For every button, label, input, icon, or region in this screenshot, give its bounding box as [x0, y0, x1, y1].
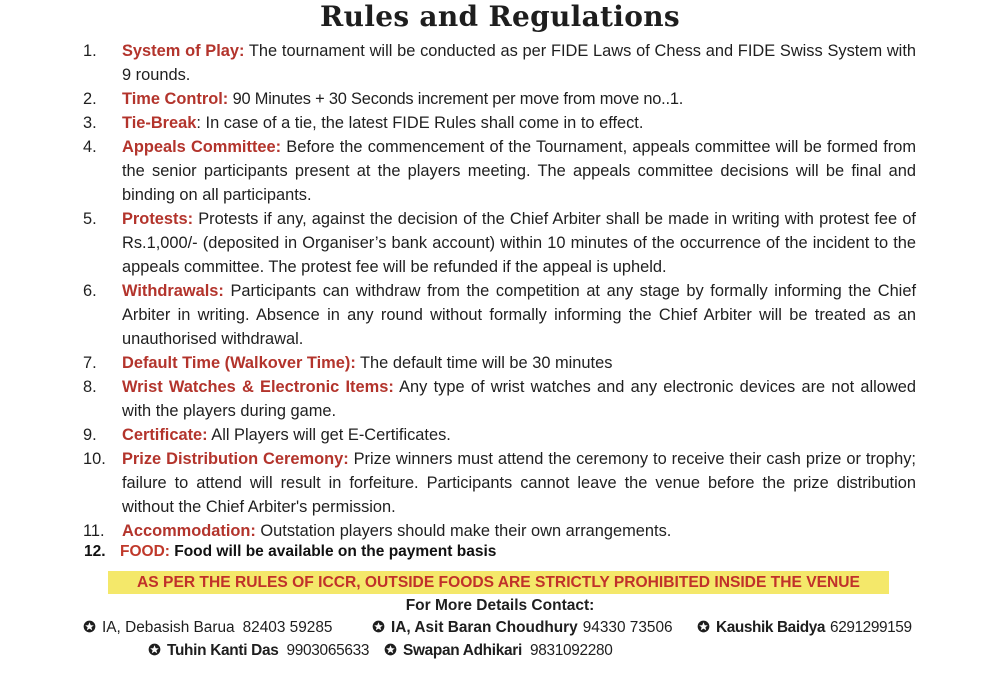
rule-text: : In case of a tie, the latest FIDE Rules shall come in to effect. — [196, 114, 644, 132]
rule-heading: Wrist Watches & Electronic Items: — [122, 378, 394, 396]
rule-number: 8. — [83, 378, 97, 396]
rule-item — [0, 423, 1000, 447]
rule-item — [0, 207, 1000, 279]
star-circle-icon — [697, 620, 710, 633]
star-circle-icon — [83, 620, 96, 633]
rule-heading: Prize Distribution Ceremony: — [122, 450, 349, 468]
contact-item — [384, 640, 613, 662]
contact-name: Kaushik Baidya — [716, 619, 826, 636]
star-circle-icon — [148, 643, 161, 656]
rule-heading: Time Control: — [122, 90, 229, 108]
contact-phone: 82403 59285 — [242, 619, 333, 636]
contact-phone: 6291299159 — [830, 619, 912, 636]
rule-text: The default time will be 30 minutes — [355, 354, 613, 372]
rule-item — [0, 447, 1000, 519]
rule-item — [0, 135, 1000, 207]
contact-name: IA, Debasish Barua — [102, 619, 235, 636]
rule-number: 12. — [84, 543, 106, 560]
contact-phone: 9831092280 — [529, 642, 613, 659]
rule-number: 6. — [83, 282, 97, 300]
rule-text: Protests if any, against the decision of the Chief Arbiter shall be made in writing with protest fee of Rs.1,000/- (deposited in Organiser’s bank account) within 10 minutes of the occurrence of the incident to the appeals committee. The protest fee will be refunded if the appeal is upheld. — [122, 210, 916, 276]
rule-item — [0, 279, 1000, 351]
rule-number: 9. — [83, 426, 97, 444]
contact-item — [83, 617, 332, 639]
rule-number: 4. — [83, 138, 97, 156]
contact-name: IA, Asit Baran Choudhury — [391, 619, 578, 636]
rule-number: 1. — [83, 42, 97, 60]
rule-item — [0, 39, 1000, 87]
rule-heading: System of Play: — [122, 42, 245, 60]
contact-name: Tuhin Kanti Das — [167, 642, 279, 659]
rule-text: Any type of wrist watches and any electronic devices are not allowed with the players during game. — [122, 378, 916, 420]
rule-item — [0, 111, 1000, 135]
rule-number: 7. — [83, 354, 97, 372]
rule-item — [0, 351, 1000, 375]
page-title: Rules and Regulations — [320, 0, 680, 33]
rule-item — [0, 87, 1000, 111]
rule-text: Food will be available on the payment basis — [169, 543, 497, 560]
rule-heading: Appeals Committee: — [122, 138, 282, 156]
notice-banner: AS PER THE RULES OF ICCR, OUTSIDE FOODS ARE STRICTLY PROHIBITED INSIDE THE VENUE — [108, 571, 889, 594]
rule-text: The tournament will be conducted as per FIDE Laws of Chess and FIDE Swiss System with 9 rounds. — [122, 42, 916, 84]
rule-item — [0, 519, 1000, 543]
contact-item — [697, 617, 912, 639]
rule-number: 3. — [83, 114, 97, 132]
rule-heading: FOOD: — [120, 543, 170, 560]
rule-heading: Protests: — [122, 210, 194, 228]
rule-number: 11. — [83, 522, 105, 540]
rule-heading: Accommodation: — [122, 522, 256, 540]
rule-number: 10. — [83, 450, 106, 468]
rule-item — [0, 375, 1000, 423]
contact-item — [148, 640, 369, 662]
rule-body — [120, 542, 496, 562]
rule-text: Participants can withdraw from the competition at any stage by formally informing the Chief Arbiter in writing. Absence in any round without formally informing the Chief Arbiter will be treated as an unauthorised withdrawal. — [122, 282, 916, 348]
contact-phone: 94330 73506 — [582, 619, 673, 636]
contact-heading: For More Details Contact: — [405, 597, 595, 614]
rule-heading: Tie-Break — [122, 114, 197, 132]
rule-text: 90 Minutes + 30 Seconds increment per move from move no..1. — [228, 90, 684, 108]
rule-number: 2. — [83, 90, 97, 108]
rules-list — [0, 39, 1000, 543]
star-circle-icon — [384, 643, 397, 656]
rule-heading: Default Time (Walkover Time): — [122, 354, 356, 372]
rule-text: Before the commencement of the Tournament, appeals committee will be formed from the senior participants present at the players meeting. The appeals committee decisions will be final and binding on all participants. — [122, 138, 916, 204]
rule-heading: Certificate: — [122, 426, 208, 444]
contact-phone: 9903065633 — [286, 642, 370, 659]
contact-name: Swapan Adhikari — [403, 642, 522, 659]
rule-text: All Players will get E-Certificates. — [207, 426, 451, 444]
rule-heading: Withdrawals: — [122, 282, 224, 300]
rule-text: Prize winners must attend the ceremony to receive their cash prize or trophy; failure to attend will result in forfeiture. Participants cannot leave the venue before the prize distribution without the Chief Arbiter's permission. — [122, 450, 916, 516]
contact-item — [372, 617, 673, 639]
star-circle-icon — [372, 620, 385, 633]
rule-text: Outstation players should make their own arrangements. — [255, 522, 672, 540]
rule-number: 5. — [83, 210, 97, 228]
